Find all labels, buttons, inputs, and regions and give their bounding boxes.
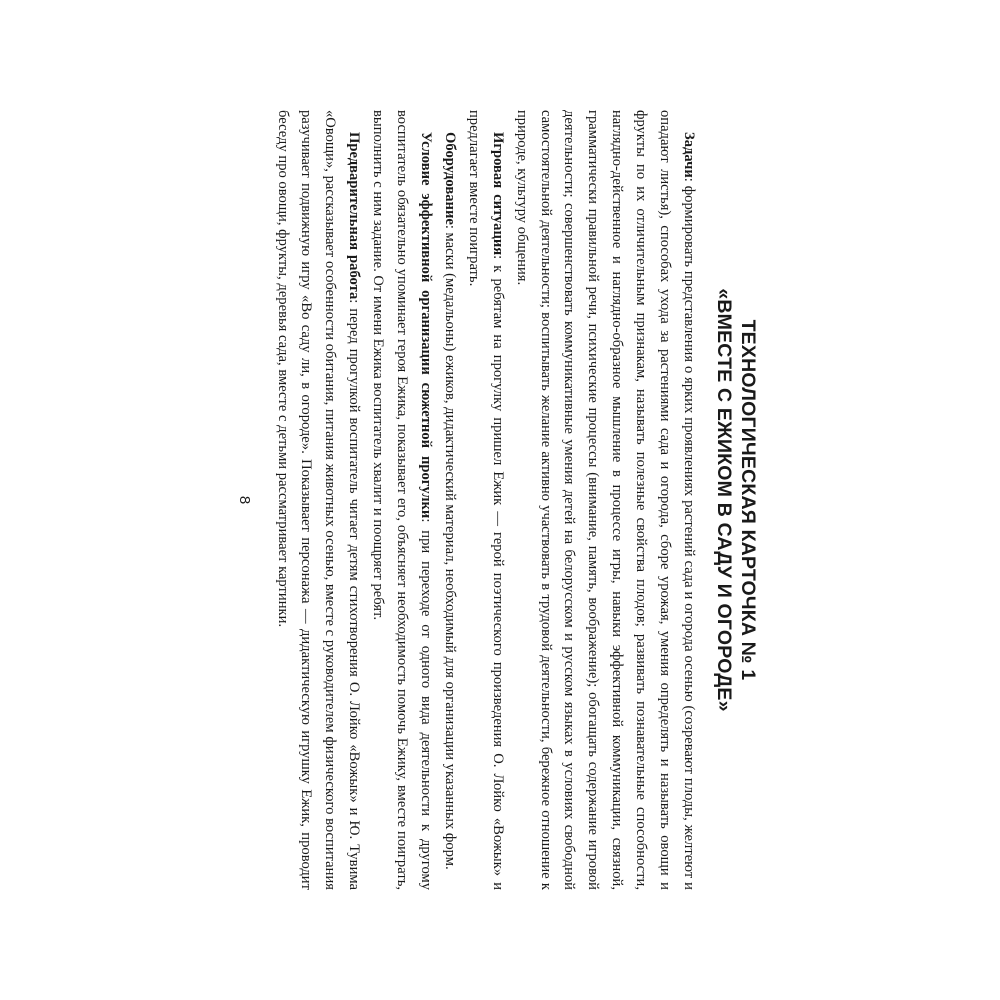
book-page bbox=[236, 110, 760, 890]
equipment-paragraph bbox=[437, 110, 461, 890]
game-situation-label: Игровая ситуация bbox=[489, 132, 506, 256]
condition-paragraph bbox=[365, 110, 437, 890]
preliminary-text: : перед прогулкой воспитатель читает детям стихотворения О. Лойко «Вожык» и Ю. Тувима «Овощи», рассказывает особенности обитания, питания животных осенью, вместе с руководителем физического воспитания разучивает подвижную игру «Во саду ли, в огороде». Показывает персонажа — дидактическую игрушку Ежик, проводит беседу про овощи, фрукты, деревья сада, вместе с детьми рассматривает картинки. bbox=[274, 110, 363, 890]
game-situation-text: : к ребятам на прогулку пришел Ежик — герой поэтического произведения О. Лойко «Вожык» и предлагает вместе поиграть. bbox=[465, 110, 506, 890]
title-line-2: «ВМЕСТЕ С ЕЖИКОМ В САДУ И ОГОРОДЕ» bbox=[713, 288, 735, 712]
tasks-text: : формировать представления о ярких проявлениях растений сада и огорода осенью (созревают плоды, желтеют и опадают листья), способах ухода за растениями сада и огорода, сборе урожая, умения определять и называть овощи и фрукты по их отличительным признакам, называть полезные свойства плодов; развивать познавательные способности, наглядно-действенное и наглядно-образное мышление в процессе игры, навыки эффективной коммуникации, связной, грамматически правильной речи, психические процессы (внимание, память, воображение); обогащать содержание игровой деятельности; совершенствовать коммуникативные умения детей на белорусском и русском языках в условиях свободной самостоятельной деятельности; воспитывать желание активно участвовать в трудовой деятельности, бережное отношение к природе, культуру общения. bbox=[513, 110, 697, 890]
body-text bbox=[270, 110, 700, 890]
tasks-label: Задачи bbox=[681, 132, 697, 178]
equipment-label: Оборудование bbox=[441, 132, 458, 225]
condition-label: Условие эффективной организации сюжетной прогулки bbox=[418, 132, 435, 519]
title-line-1: ТЕХНОЛОГИЧЕСКАЯ КАРТОЧКА № 1 bbox=[737, 319, 759, 681]
page-title bbox=[712, 110, 760, 890]
preliminary-paragraph bbox=[270, 110, 366, 890]
condition-text: : при переходе от одного вида деятельности к другому воспитатель обязательно упоминает героя Ежика, показывает его, объясняет необходимость помочь Ежику, вместе поиграть, выполнить с ним задание. От имени Ежика воспитатель хвалит и поощряет ребят. bbox=[370, 110, 435, 890]
tasks-paragraph bbox=[509, 110, 700, 890]
game-situation-paragraph bbox=[461, 110, 509, 890]
equipment-text: : маски (медальоны) ежиков, дидактический материал, необходимый для организации указанных форм. bbox=[441, 224, 458, 870]
preliminary-label: Предварительная работа bbox=[346, 132, 363, 300]
page-number: 8 bbox=[236, 495, 253, 505]
